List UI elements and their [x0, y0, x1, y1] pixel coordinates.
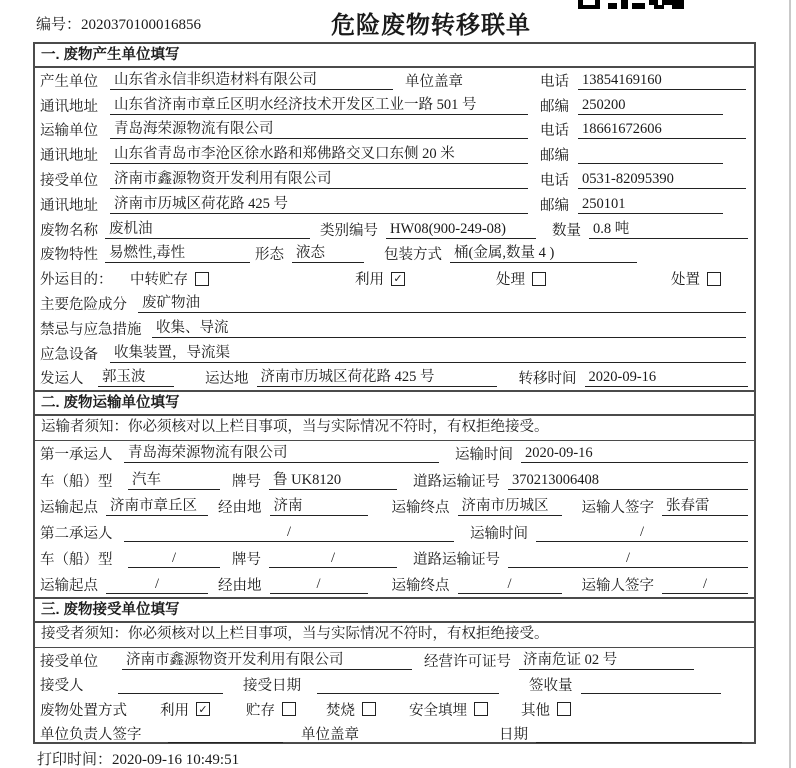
page-title: 危险废物转移联单: [331, 12, 531, 39]
disposal-utilize-label: 利用: [160, 702, 189, 719]
row-transport-purpose: [35, 266, 754, 291]
addr2-label: 通讯地址: [40, 148, 98, 165]
phone3-label: 电话: [540, 173, 569, 190]
end2-value: /: [458, 575, 562, 594]
form-label: 形态: [255, 247, 284, 264]
vehicle2-value: /: [128, 549, 220, 568]
pack-value: 桶(金属,数量 4 ): [450, 244, 637, 263]
disposal-other-label: 其他: [521, 702, 550, 719]
row-receiver-address: [35, 192, 754, 217]
trait-value: 易燃性,毒性: [105, 244, 250, 263]
equip-value: 收集装置，导流渠: [110, 344, 746, 363]
taboo-label: 禁忌与应急措施: [40, 321, 142, 338]
row-accept-unit: [35, 648, 754, 673]
plate1-label: 牌号: [232, 473, 261, 490]
checkbox-disposal-incinerate[interactable]: [362, 702, 376, 716]
origin2-value: /: [106, 575, 208, 594]
row-route1: [35, 493, 754, 519]
waste-name-label: 废物名称: [40, 222, 98, 239]
checkbox-disposal-utilize[interactable]: [196, 702, 210, 716]
end2-label: 运输终点: [391, 577, 450, 594]
phone2-label: 电话: [540, 123, 569, 140]
disposal-landfill-label: 安全填埋: [409, 702, 467, 719]
transfer-storage-label: 中转贮存: [130, 272, 188, 289]
shipper-label: 发运人: [40, 371, 84, 388]
row-receiver: [35, 167, 754, 192]
treat-label: 处理: [496, 272, 525, 289]
row-waste-trait: [35, 242, 754, 267]
waste-name-value: 废机油: [105, 220, 310, 239]
transporter-value: 青岛海荣源物流有限公司: [110, 120, 528, 139]
category-value: HW08(900-249-08): [386, 220, 536, 239]
checkbox-treat[interactable]: [532, 272, 546, 286]
form-value: 液态: [292, 244, 364, 263]
row-carrier1: [35, 441, 754, 467]
purpose-label: 外运目的：: [40, 272, 113, 289]
disposal-option-incinerate: [326, 699, 376, 720]
checkbox-dispose[interactable]: [707, 272, 721, 286]
transfer-time-value: 2020-09-16: [585, 368, 749, 387]
zip3-label: 邮编: [540, 197, 569, 214]
checkbox-disposal-store[interactable]: [282, 702, 296, 716]
zip1-value: 250200: [578, 96, 723, 115]
accept-unit-label: 接受单位: [40, 653, 98, 670]
trait-label: 废物特性: [40, 247, 98, 264]
row-hazard-component: [35, 291, 754, 316]
disposal-option-other: [521, 699, 571, 720]
via1-value: 济南: [270, 497, 368, 516]
checkbox-utilize[interactable]: [391, 272, 405, 286]
receipt-qty-value: [581, 675, 721, 694]
purpose-option-treat: [496, 268, 546, 289]
zip2-value: [578, 145, 723, 164]
carrier1-value: 青岛海荣源物流有限公司: [124, 444, 439, 463]
permit1-label: 道路运输证号: [413, 473, 500, 490]
transfer-time-label: 转移时间: [518, 371, 577, 388]
row-shipper: [35, 366, 754, 391]
disposal-option-store: [246, 699, 296, 720]
producer-label: 产生单位: [40, 73, 98, 90]
row-transporter: [35, 118, 754, 143]
responsible-sign-label: 单位负责人签字: [40, 727, 142, 744]
page-right-edge: [789, 0, 791, 768]
sign2-value: /: [662, 575, 748, 594]
transporter-notice: 运输者须知：你必须核对以上栏目事项，当与实际情况不符时，有权拒绝接受。: [35, 416, 754, 441]
disposal-store-label: 贮存: [246, 702, 275, 719]
row-disposal-method: [35, 697, 754, 722]
row-producer: [35, 68, 754, 93]
responsible-sign-value: [168, 724, 283, 743]
carrier2-value: /: [124, 523, 454, 542]
row-carrier2: [35, 519, 754, 545]
qty-label: 数量: [552, 222, 581, 239]
sign1-label: 运输人签字: [581, 499, 654, 516]
accept-unit-value: 济南市鑫源物资开发利用有限公司: [122, 651, 412, 670]
disposal-option-utilize: [160, 699, 210, 720]
permit1-value: 370213006408: [508, 471, 748, 490]
vehicle1-label: 车（船）型: [40, 473, 113, 490]
manifest-form: [33, 42, 756, 744]
purpose-option-dispose: [671, 268, 721, 289]
serial-label: 编号：: [36, 17, 82, 33]
phone3-value: 0531-82095390: [578, 170, 746, 189]
plate2-label: 牌号: [232, 551, 261, 568]
via2-label: 经由地: [218, 577, 262, 594]
equip-label: 应急设备: [40, 346, 98, 363]
pack-label: 包装方式: [384, 247, 442, 264]
origin2-label: 运输起点: [40, 577, 98, 594]
receiver-notice: 接受者须知：你必须核对以上栏目事项，当与实际情况不符时，有权拒绝接受。: [35, 623, 754, 648]
row-route2: [35, 571, 754, 597]
phone2-value: 18661672606: [578, 120, 746, 139]
accept-date-value: [317, 675, 499, 694]
via2-value: /: [270, 575, 368, 594]
license-value: 济南危证 02 号: [519, 651, 694, 670]
purpose-option-utilize: [355, 268, 405, 289]
date2-value: [536, 724, 742, 743]
row-accept-person: [35, 672, 754, 697]
origin1-value: 济南市章丘区: [106, 497, 208, 516]
section2-header: 二. 废物运输单位填写: [35, 390, 754, 416]
checkbox-disposal-other[interactable]: [557, 702, 571, 716]
dispose-label: 处置: [671, 272, 700, 289]
print-time: [37, 748, 239, 768]
permit2-value: /: [508, 549, 748, 568]
time2-value: /: [536, 523, 748, 542]
date2-label: 日期: [499, 727, 528, 744]
section3-header: 三. 废物接受单位填写: [35, 597, 754, 623]
phone1-value: 13854169160: [578, 71, 746, 90]
addr3-value: 济南市历城区荷花路 425 号: [110, 195, 528, 214]
accept-person-label: 接受人: [40, 678, 84, 695]
unit-seal2-label: 单位盖章: [301, 727, 359, 744]
row-producer-address: [35, 93, 754, 118]
row-taboo-measures: [35, 316, 754, 341]
qr-code-fragment: [578, 0, 690, 9]
carrier1-label: 第一承运人: [40, 447, 113, 464]
carrier2-label: 第二承运人: [40, 525, 113, 542]
purpose-option-transfer-storage: [130, 268, 209, 289]
row-transporter-address: [35, 142, 754, 167]
zip2-label: 邮编: [540, 148, 569, 165]
disposal-label: 废物处置方式: [40, 702, 127, 719]
row-vehicle2: [35, 545, 754, 571]
shipper-value: 郭玉波: [98, 368, 174, 387]
checkbox-disposal-landfill[interactable]: [474, 702, 488, 716]
vehicle2-label: 车（船）型: [40, 551, 113, 568]
accept-date-label: 接受日期: [243, 678, 301, 695]
time2-label: 运输时间: [470, 525, 528, 542]
row-waste-name: [35, 217, 754, 242]
hazard-label: 主要危险成分: [40, 297, 127, 314]
section1-header: 一. 废物产生单位填写: [35, 44, 754, 68]
serial-value: 2020370100016856: [81, 17, 202, 33]
sign1-value: 张春雷: [662, 497, 748, 516]
qty-value: 0.8 吨: [589, 220, 748, 239]
addr3-label: 通讯地址: [40, 197, 98, 214]
phone1-label: 电话: [540, 73, 569, 90]
dest-label: 运达地: [205, 371, 249, 388]
disposal-incinerate-label: 焚烧: [326, 702, 355, 719]
taboo-value: 收集、导流: [152, 319, 746, 338]
time1-label: 运输时间: [455, 447, 513, 464]
utilize-label: 利用: [355, 272, 384, 289]
sign2-label: 运输人签字: [581, 577, 654, 594]
checkbox-disposal-utilize-mark: ✓: [198, 702, 208, 716]
receiver-label: 接受单位: [40, 173, 98, 190]
vehicle1-value: 汽车: [128, 471, 220, 490]
disposal-option-landfill: [409, 699, 488, 720]
print-time-label: 打印时间：: [37, 752, 113, 768]
zip3-value: 250101: [578, 195, 723, 214]
receipt-qty-label: 签收量: [529, 678, 573, 695]
end1-value: 济南市历城区: [458, 497, 562, 516]
row-responsible-sign: [35, 721, 754, 746]
transporter-label: 运输单位: [40, 123, 98, 140]
unit-seal-label: 单位盖章: [405, 73, 463, 90]
permit2-label: 道路运输证号: [413, 551, 500, 568]
hazard-value: 废矿物油: [138, 294, 746, 313]
receiver-value: 济南市鑫源物资开发利用有限公司: [110, 170, 528, 189]
addr1-value: 山东省济南市章丘区明水经济技术开发区工业一路 501 号: [110, 96, 528, 115]
time1-value: 2020-09-16: [521, 444, 748, 463]
qr-code-icon: [578, 0, 690, 9]
plate2-value: /: [269, 549, 397, 568]
addr1-label: 通讯地址: [40, 98, 98, 115]
category-label: 类别编号: [320, 222, 378, 239]
license-label: 经营许可证号: [424, 653, 511, 670]
plate1-value: 鲁 UK8120: [269, 471, 397, 490]
print-time-value: 2020-09-16 10:49:51: [112, 752, 240, 768]
end1-label: 运输终点: [391, 499, 450, 516]
producer-value: 山东省永信非织造材料有限公司: [110, 71, 393, 90]
zip1-label: 邮编: [540, 98, 569, 115]
addr2-value: 山东省青岛市李沧区徐水路和郑佛路交叉口东侧 20 米: [110, 145, 528, 164]
checkbox-transfer-storage[interactable]: [195, 272, 209, 286]
checkbox-utilize-mark: ✓: [393, 272, 403, 286]
origin1-label: 运输起点: [40, 499, 98, 516]
row-vehicle1: [35, 467, 754, 493]
via1-label: 经由地: [218, 499, 262, 516]
row-emergency-equipment: [35, 341, 754, 366]
accept-person-value: [118, 675, 223, 694]
dest-value: 济南市历城区荷花路 425 号: [257, 368, 497, 387]
